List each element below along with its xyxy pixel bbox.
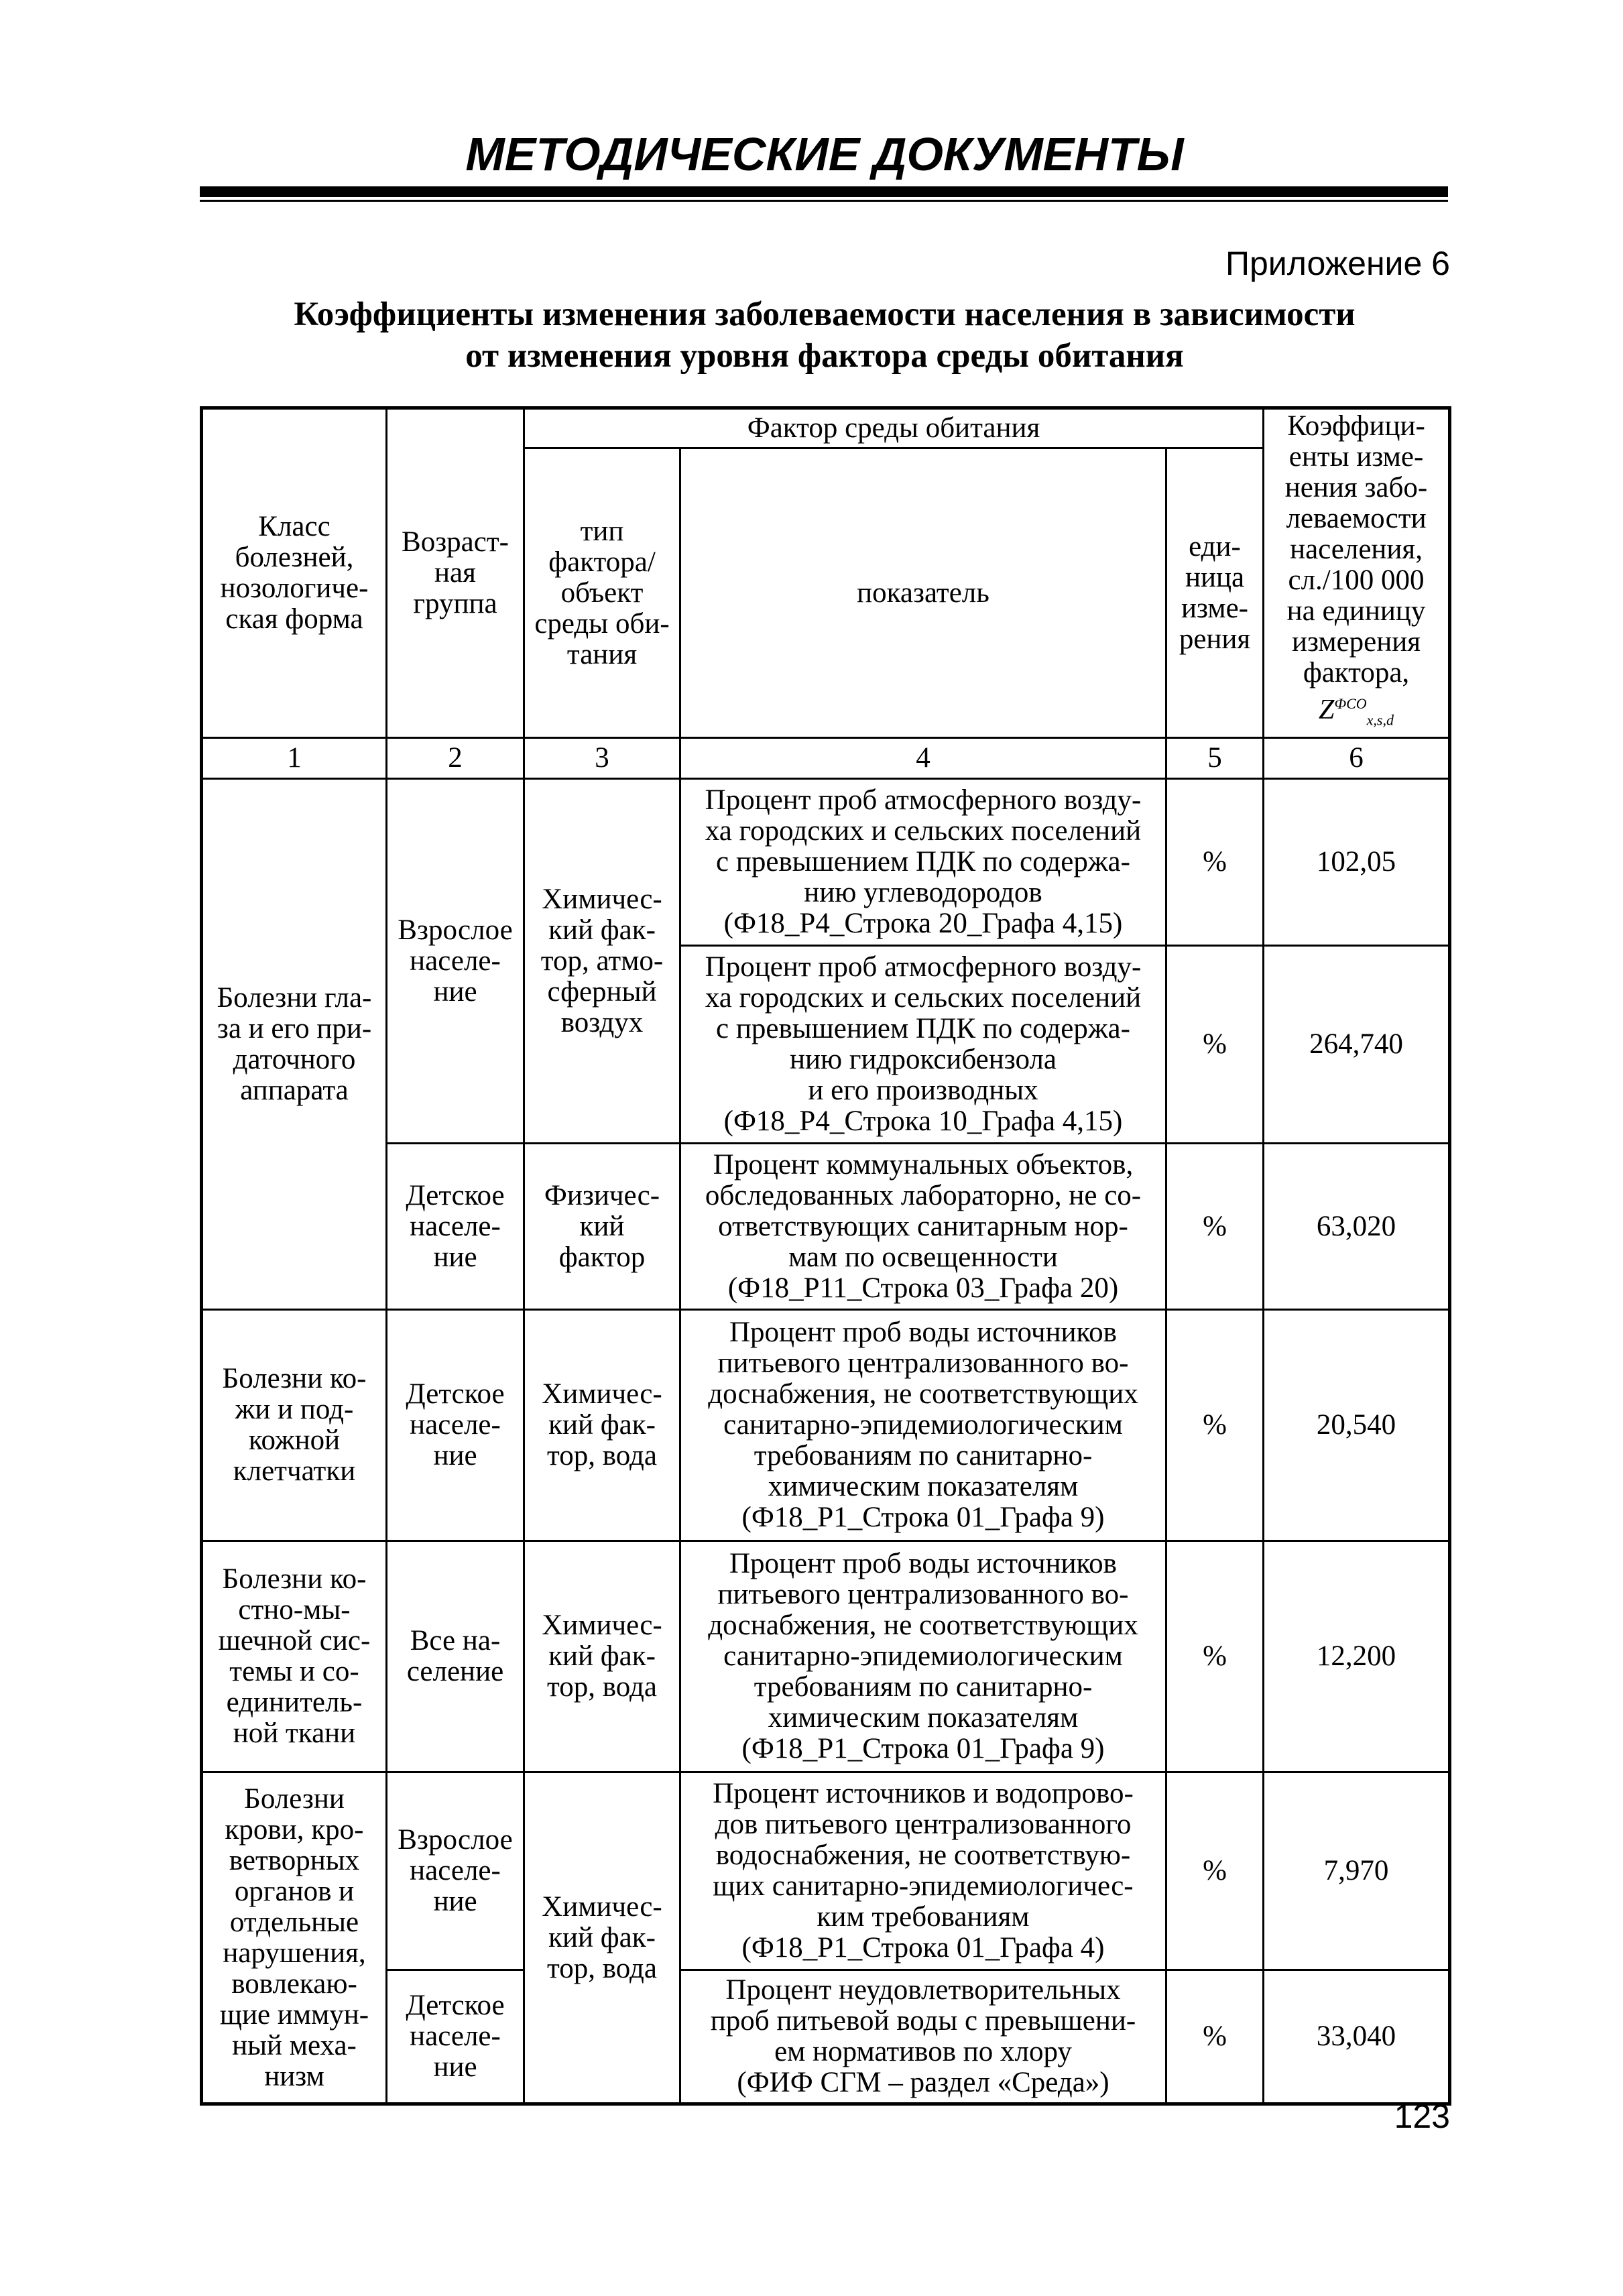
factor-type-cell: Химичес- кий фак- тор, атмо- сферный воздух	[524, 779, 680, 1144]
unit-cell: %	[1166, 779, 1264, 946]
header-unit: еди- ница изме- рения	[1166, 448, 1264, 738]
column-number: 6	[1264, 738, 1450, 779]
indicator-cell: Процент проб атмосферного возду- ха городских и сельских поселений с превышением ПДК по содержа- нию углеводородов (Ф18_Р4_Строка 20_Графа 4,15)	[680, 779, 1166, 946]
coef-symbol-letter: Z	[1319, 694, 1335, 725]
header-coef	[1264, 408, 1450, 738]
coef-cell: 7,970	[1264, 1772, 1450, 1970]
coef-cell: 12,200	[1264, 1541, 1450, 1772]
header-coef-text: Коэффици- енты изме- нения забо- леваемости населения, сл./100 000 на единицу измерения фактора,	[1284, 410, 1428, 688]
page-number: 123	[1394, 2098, 1450, 2135]
table-row	[202, 1144, 1450, 1310]
indicator-cell: Процент проб воды источников питьевого централизованного во- доснабжения, не соответствующих санитарно-эпидемиологическим требованиям по санитарно- химическим показателям (Ф18_Р1_Строка 01_Графа 9)	[680, 1310, 1166, 1541]
column-number: 2	[387, 738, 524, 779]
unit-cell: %	[1166, 1772, 1264, 1970]
column-number: 4	[680, 738, 1166, 779]
column-number-row	[202, 738, 1450, 779]
unit-cell: %	[1166, 946, 1264, 1144]
coef-cell: 102,05	[1264, 779, 1450, 946]
appendix-label: Приложение 6	[1225, 245, 1450, 282]
table-row	[202, 1970, 1450, 2104]
table-row	[202, 779, 1450, 946]
factor-type-cell: Химичес- кий фак- тор, вода	[524, 1310, 680, 1541]
indicator-cell: Процент проб воды источников питьевого централизованного во- доснабжения, не соответствующих санитарно-эпидемиологическим требованиям по санитарно- химическим показателям (Ф18_Р1_Строка 01_Графа 9)	[680, 1541, 1166, 1772]
factor-type-cell: Химичес- кий фак- тор, вода	[524, 1772, 680, 2104]
unit-cell: %	[1166, 1310, 1264, 1541]
age-cell: Взрослое населе- ние	[387, 779, 524, 1144]
header-factor-type: тип фактора/ объект среды оби- тания	[524, 448, 680, 738]
factor-type-cell: Физичес- кий фактор	[524, 1144, 680, 1310]
header-factor-group: Фактор среды обитания	[524, 408, 1264, 448]
indicator-cell: Процент проб атмосферного возду- ха городских и сельских поселений с превышением ПДК по содержа- нию гидроксибензола и его производных (Ф18_Р4_Строка 10_Графа 4,15)	[680, 946, 1166, 1144]
running-header: МЕТОДИЧЕСКИЕ ДОКУМЕНТЫ	[465, 128, 1184, 180]
age-cell: Все на- селение	[387, 1541, 524, 1772]
coef-cell: 63,020	[1264, 1144, 1450, 1310]
class-cell: Болезни ко- жи и под- кожной клетчатки	[202, 1310, 387, 1541]
coef-cell: 20,540	[1264, 1310, 1450, 1541]
indicator-cell: Процент коммунальных объектов, обследованных лабораторно, не со- ответствующих санитарным нор- мам по освещенности (Ф18_Р11_Строка 03_Графа 20)	[680, 1144, 1166, 1310]
indicator-cell: Процент неудовлетворительных проб питьевой воды с превышени- ем нормативов по хлору (ФИФ СГМ – раздел «Среда»)	[680, 1970, 1166, 2104]
class-cell: Болезни гла- за и его при- даточного аппарата	[202, 779, 387, 1310]
coef-symbol-sub: x,s,d	[1366, 711, 1394, 729]
table-row	[202, 1541, 1450, 1772]
coef-cell: 264,740	[1264, 946, 1450, 1144]
column-number: 3	[524, 738, 680, 779]
factor-type-cell: Химичес- кий фак- тор, вода	[524, 1541, 680, 1772]
header-rule	[200, 186, 1448, 197]
header-rule-thin	[200, 200, 1448, 202]
age-cell: Детское населе- ние	[387, 1970, 524, 2104]
coefficients-table	[200, 406, 1451, 2106]
table-row	[202, 1310, 1450, 1541]
age-cell: Детское населе- ние	[387, 1310, 524, 1541]
header-class: Класс болезней, нозологиче- ская форма	[202, 408, 387, 738]
age-cell: Детское населе- ние	[387, 1144, 524, 1310]
coef-symbol	[1267, 688, 1445, 735]
indicator-cell: Процент источников и водопрово- дов питьевого централизованного водоснабжения, не соответствую- щих санитарно-эпидемиологичес- ким требованиям (Ф18_Р1_Строка 01_Графа 4)	[680, 1772, 1166, 1970]
class-cell: Болезни ко- стно-мы- шечной сис- темы и со- единитель- ной ткани	[202, 1541, 387, 1772]
class-cell: Болезни крови, кро- ветворных органов и отдельные нарушения, вовлекаю- щие иммун- ный меха- низм	[202, 1772, 387, 2104]
coef-symbol-sup: ФСО	[1334, 694, 1367, 712]
header-indicator: показатель	[680, 448, 1166, 738]
table-row	[202, 1772, 1450, 1970]
header-age: Возраст- ная группа	[387, 408, 524, 738]
age-cell: Взрослое населе- ние	[387, 1772, 524, 1970]
document-title: Коэффициенты изменения заболеваемости населения в зависимости от изменения уровня фактора среды обитания	[294, 296, 1356, 375]
unit-cell: %	[1166, 1541, 1264, 1772]
unit-cell: %	[1166, 1970, 1264, 2104]
coef-cell: 33,040	[1264, 1970, 1450, 2104]
unit-cell: %	[1166, 1144, 1264, 1310]
column-number: 5	[1166, 738, 1264, 779]
column-number: 1	[202, 738, 387, 779]
